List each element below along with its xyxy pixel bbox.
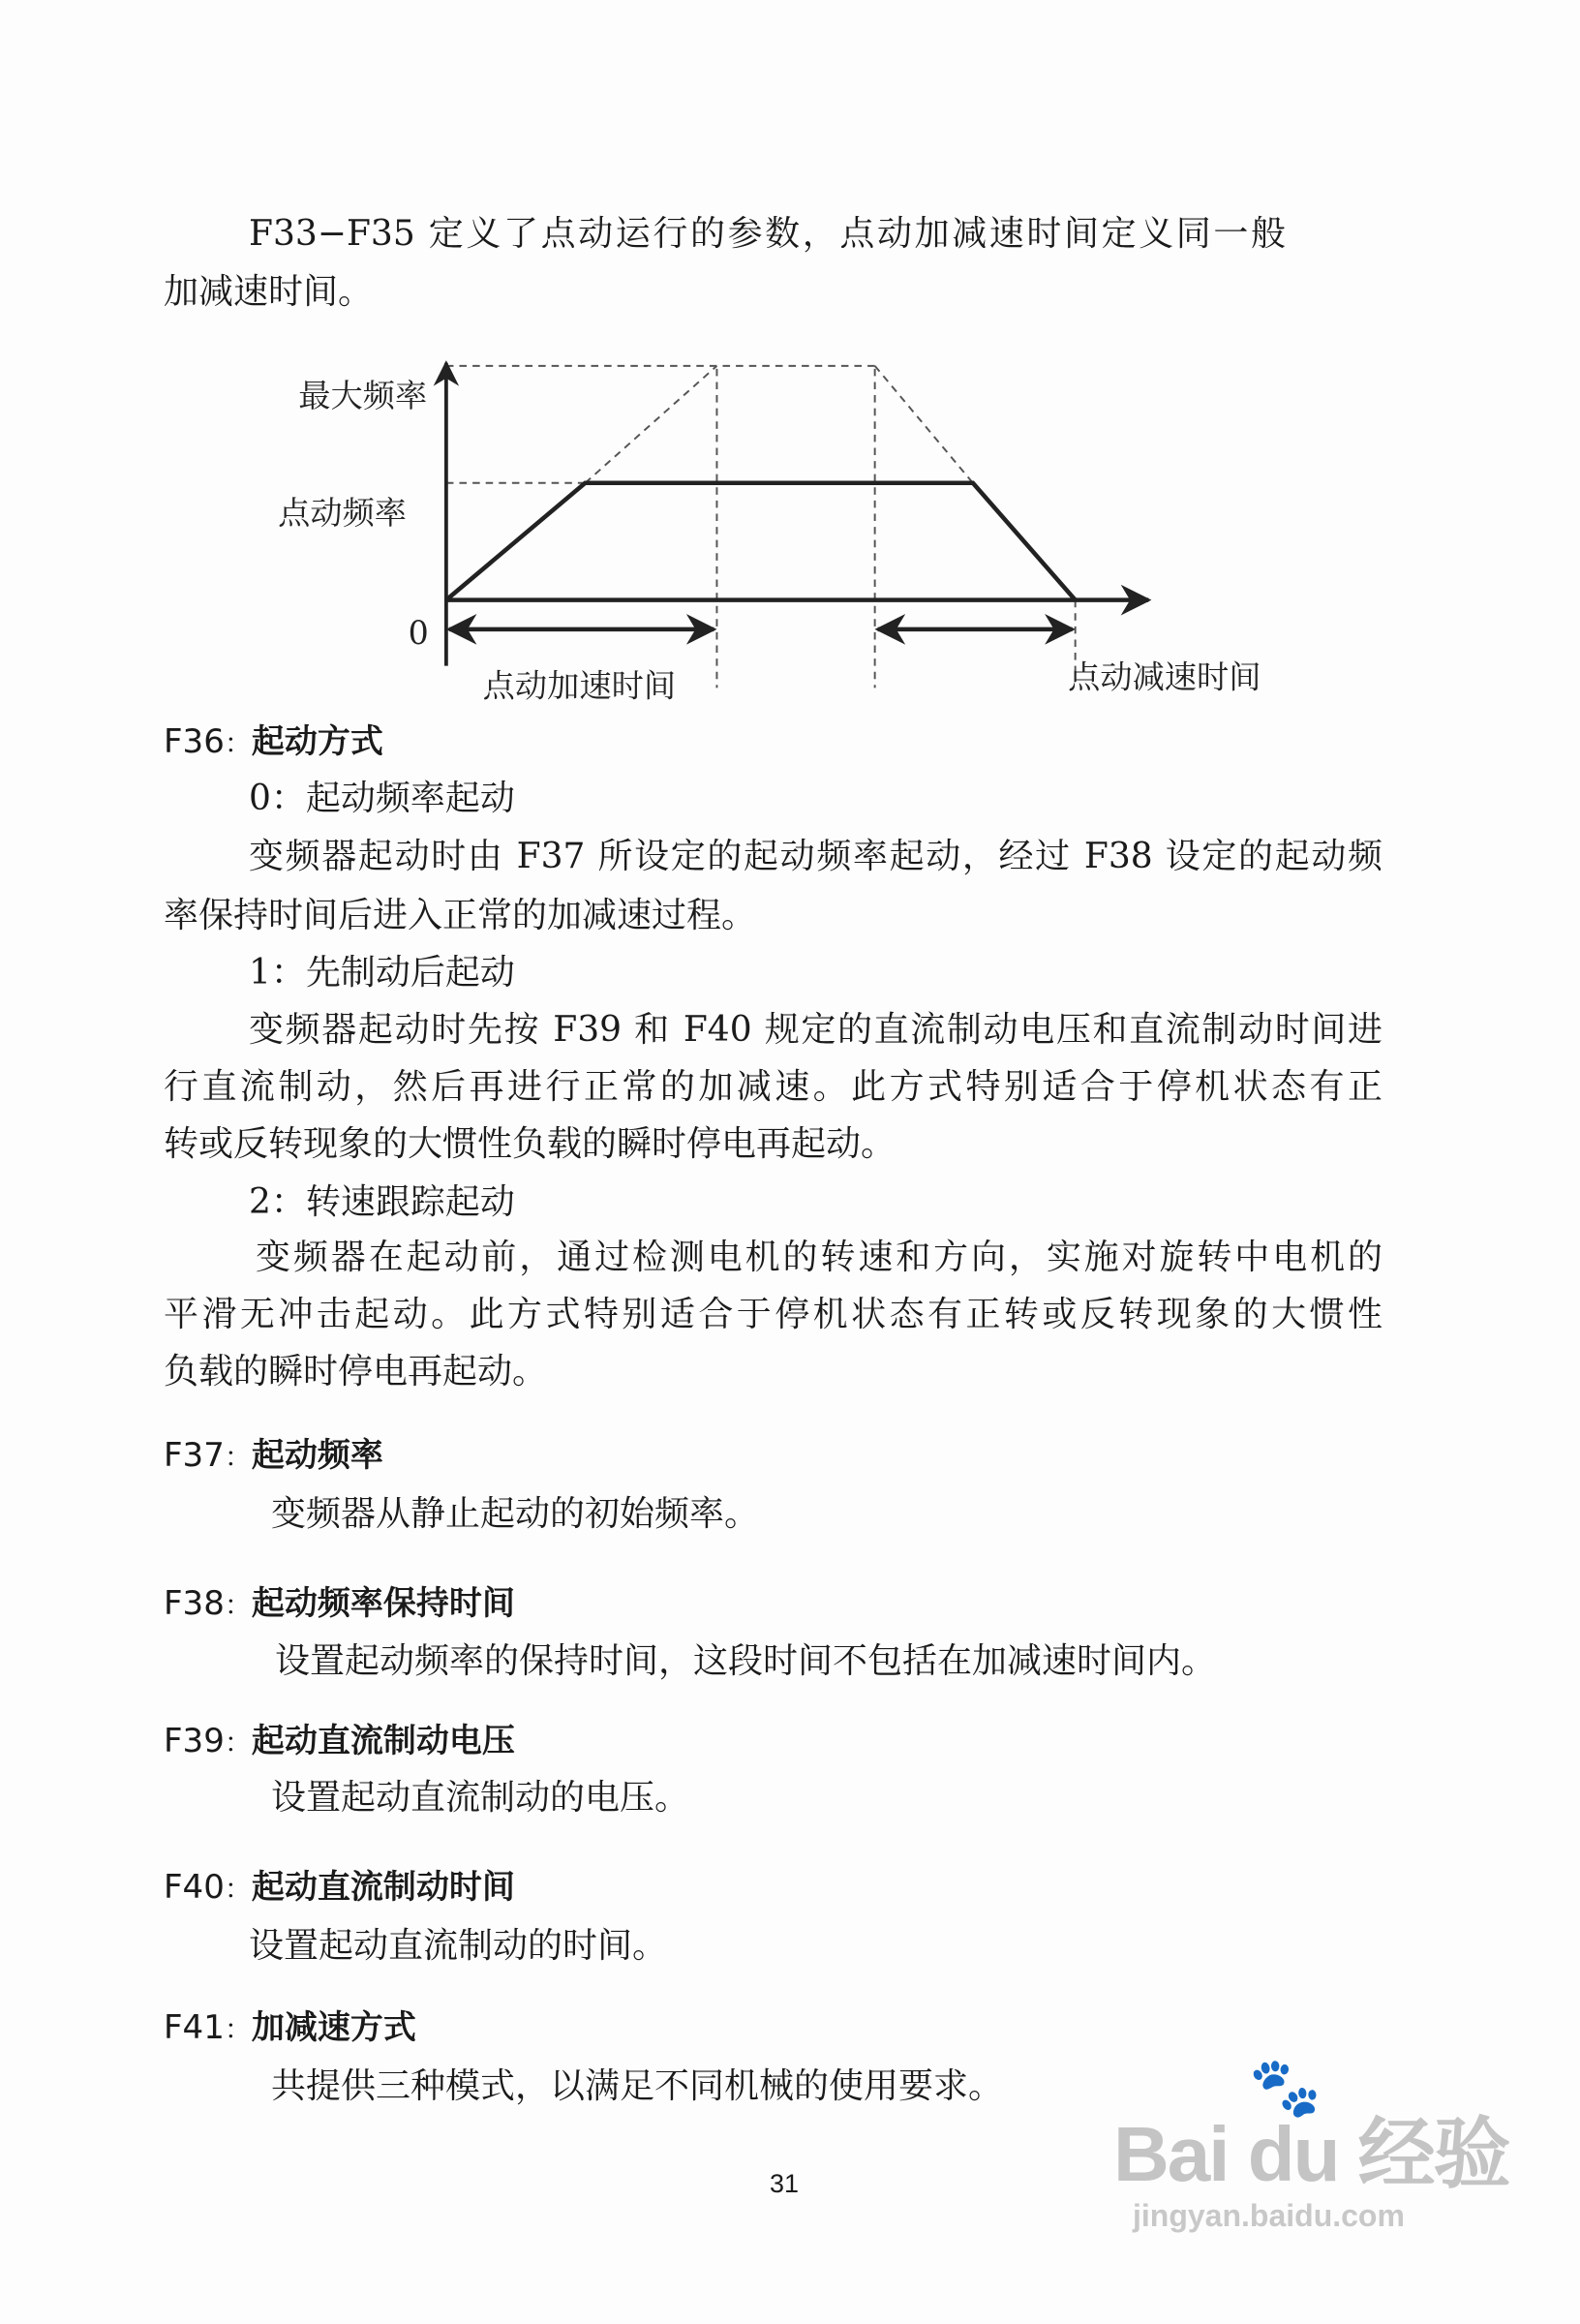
option-1-text-2: 行直流制动，然后再进行正常的加减速。此方式特别适合于停机状态有正 xyxy=(164,1067,1382,1107)
heading-f36: F36：起动方式 xyxy=(164,722,383,761)
option-0-text-2: 率保持时间后进入正常的加减速过程。 xyxy=(164,896,757,935)
intro-line-1: F33−F35 定义了点动运行的参数，点动加减速时间定义同一般 xyxy=(249,214,1286,254)
heading-f37: F37：起动频率 xyxy=(164,1436,383,1475)
baidu-watermark xyxy=(1104,2053,1509,2247)
decel-extension xyxy=(875,366,973,483)
option-0-text-1: 变频器起动时由 F37 所设定的起动频率起动，经过 F38 设定的起动频 xyxy=(249,837,1382,876)
option-0: 0：起动频率起动 xyxy=(249,779,515,818)
option-2-text-1: 变频器在起动前，通过检测电机的转速和方向，实施对旋转中电机的 xyxy=(256,1238,1382,1277)
heading-f40: F40：起动直流制动时间 xyxy=(164,1868,515,1907)
option-1-text-3: 转或反转现象的大惯性负载的瞬时停电再起动。 xyxy=(164,1124,896,1164)
option-2-text-3: 负载的瞬时停电再起动。 xyxy=(164,1352,548,1391)
option-2: 2：转速跟踪起动 xyxy=(249,1182,515,1222)
watermark-brand: Bai du 经验 xyxy=(1113,2111,1509,2197)
accel-time-label: 点动加速时间 xyxy=(482,666,677,705)
origin-label: 0 xyxy=(408,613,429,652)
jog-frequency-label: 点动频率 xyxy=(278,494,408,533)
heading-f38: F38：起动频率保持时间 xyxy=(164,1584,515,1623)
f37-body: 变频器从静止起动的初始频率。 xyxy=(271,1494,760,1534)
option-1-text-1: 变频器起动时先按 F39 和 F40 规定的直流制动电压和直流制动时间进 xyxy=(249,1010,1382,1050)
watermark-url: jingyan.baidu.com xyxy=(1133,2198,1405,2233)
option-1: 1：先制动后起动 xyxy=(249,953,515,993)
dashed-guides xyxy=(446,366,1076,688)
option-2-text-2: 平滑无冲击起动。此方式特别适合于停机状态有正转或反转现象的大惯性 xyxy=(164,1295,1382,1334)
heading-f41: F41：加减速方式 xyxy=(164,2008,416,2047)
f38-body: 设置起动频率的保持时间，这段时间不包括在加减速时间内。 xyxy=(275,1641,1217,1681)
max-frequency-label: 最大频率 xyxy=(298,377,428,415)
f40-body: 设置起动直流制动的时间。 xyxy=(249,1926,668,1966)
page-number: 31 xyxy=(769,2169,800,2198)
f39-body: 设置起动直流制动的电压。 xyxy=(271,1778,690,1818)
intro-line-2: 加减速时间。 xyxy=(164,272,374,312)
accel-extension xyxy=(585,366,716,483)
f41-body: 共提供三种模式，以满足不同机械的使用要求。 xyxy=(271,2066,1004,2106)
decel-time-label: 点动减速时间 xyxy=(1068,657,1261,696)
jog-frequency-curve xyxy=(446,483,1076,600)
paw-icon: 🐾 xyxy=(1249,2055,1322,2120)
heading-f39: F39：起动直流制动电压 xyxy=(164,1722,515,1760)
